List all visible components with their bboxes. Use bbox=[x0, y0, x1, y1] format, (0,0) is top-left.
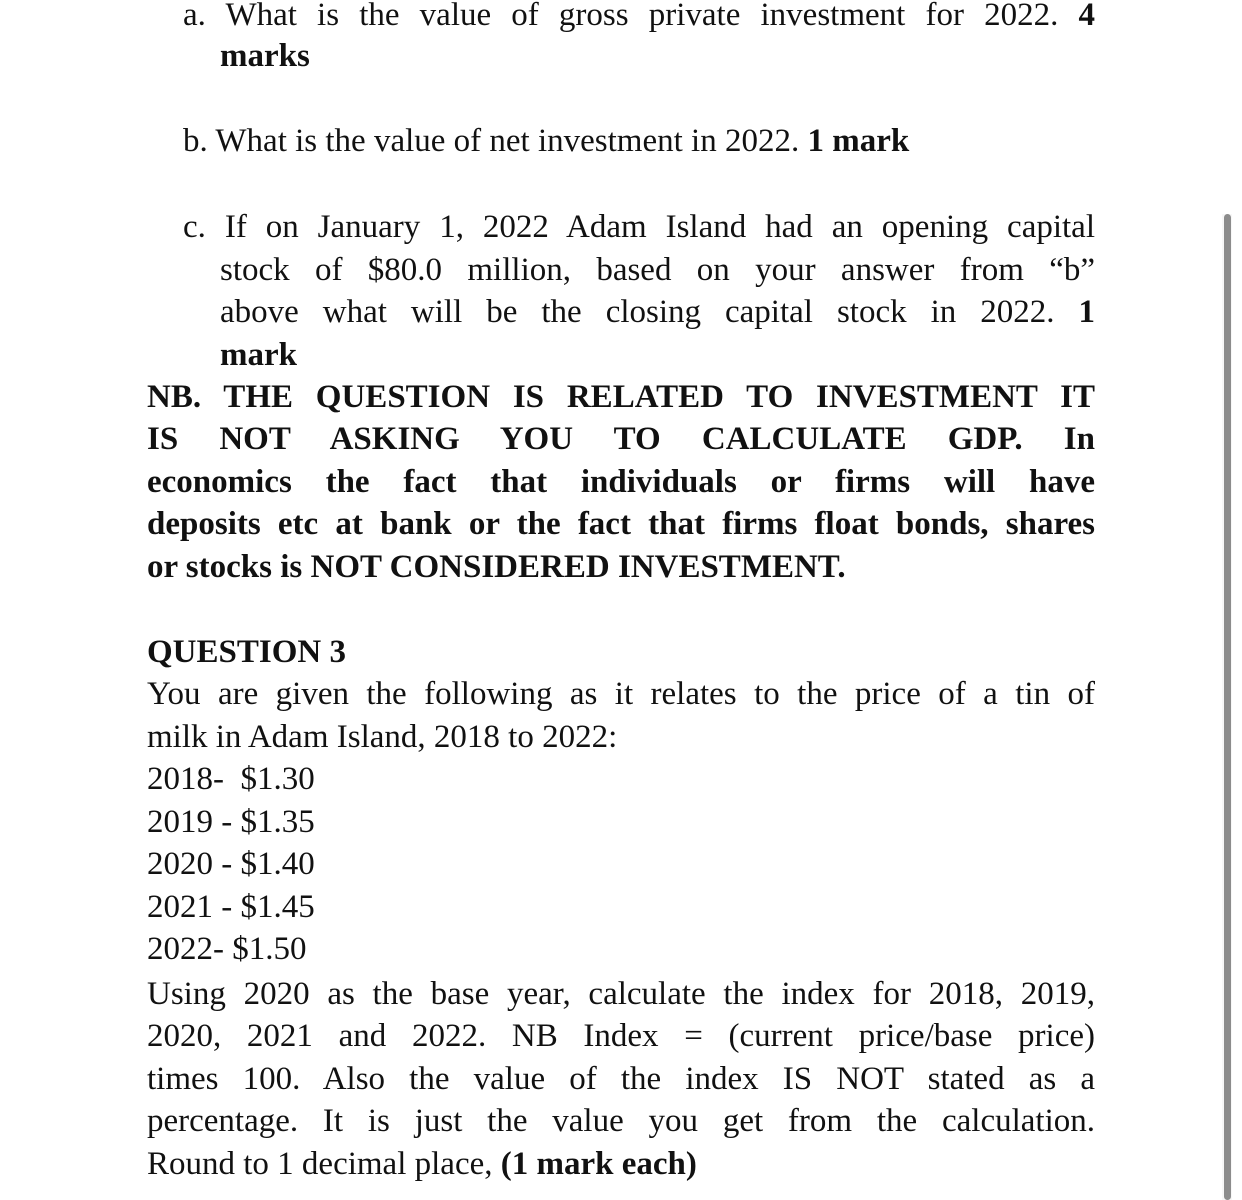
scrollbar-thumb[interactable] bbox=[1224, 214, 1231, 1200]
nb-note-line-3: economics the fact that individuals or firms will have bbox=[147, 464, 1095, 500]
part-c-line-4: mark bbox=[220, 337, 297, 373]
instruction-line-4: percentage. It is just the value you get from the calculation. bbox=[147, 1103, 1095, 1139]
price-2018: 2018- $1.30 bbox=[147, 761, 315, 797]
part-c-line-3 bbox=[220, 291, 1095, 333]
part-b-marks: 1 mark bbox=[807, 123, 910, 159]
part-a-marks-number: 4 bbox=[1078, 0, 1096, 33]
price-2019: 2019 - $1.35 bbox=[147, 804, 315, 840]
instruction-rounding-text: Round to 1 decimal place, bbox=[147, 1146, 493, 1182]
part-b-line bbox=[183, 120, 909, 162]
part-a-line-2: marks bbox=[220, 38, 310, 74]
nb-note-line-1: NB. THE QUESTION IS RELATED TO INVESTMENT IT bbox=[147, 379, 1095, 415]
price-2022: 2022- $1.50 bbox=[147, 931, 307, 967]
instruction-line-2: 2020, 2021 and 2022. NB Index = (current price/base price) bbox=[147, 1018, 1095, 1054]
part-a-line-1 bbox=[183, 0, 1095, 36]
part-c-question-text: above what will be the closing capital stock in 2022. bbox=[220, 294, 1055, 330]
part-c-line-2: stock of $80.0 million, based on your answer from “b” bbox=[220, 252, 1095, 288]
question-3-heading: QUESTION 3 bbox=[147, 634, 346, 670]
part-c-marks-number: 1 bbox=[1078, 294, 1096, 330]
nb-note-line-5: or stocks is NOT CONSIDERED INVESTMENT. bbox=[147, 549, 846, 585]
instruction-line-3: times 100. Also the value of the index IS NOT stated as a bbox=[147, 1061, 1095, 1097]
price-2020: 2020 - $1.40 bbox=[147, 846, 315, 882]
instruction-line-1: Using 2020 as the base year, calculate the index for 2018, 2019, bbox=[147, 976, 1095, 1012]
part-b-question-text: b. What is the value of net investment in 2022. bbox=[183, 123, 800, 159]
instruction-marks: (1 mark each) bbox=[500, 1146, 697, 1182]
part-c-line-1: c. If on January 1, 2022 Adam Island had an opening capital bbox=[183, 209, 1095, 245]
price-2021: 2021 - $1.45 bbox=[147, 889, 315, 925]
part-a-question-text: a. What is the value of gross private investment for 2022. bbox=[183, 0, 1059, 33]
nb-note-line-4: deposits etc at bank or the fact that firms float bonds, shares bbox=[147, 506, 1095, 542]
nb-note-line-2: IS NOT ASKING YOU TO CALCULATE GDP. In bbox=[147, 421, 1095, 457]
instruction-line-5 bbox=[147, 1143, 697, 1185]
question-3-intro-line-2: milk in Adam Island, 2018 to 2022: bbox=[147, 719, 618, 755]
question-3-intro-line-1: You are given the following as it relates to the price of a tin of bbox=[147, 676, 1095, 712]
